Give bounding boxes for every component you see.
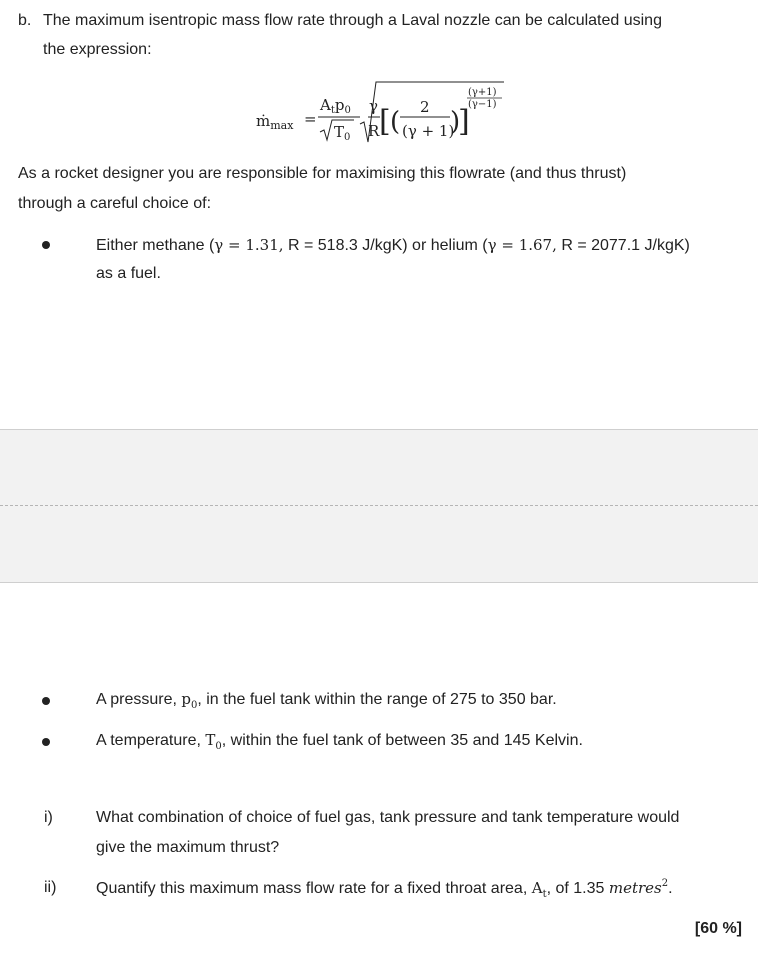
throat-area-symbol: A: [531, 879, 543, 897]
eq-lhs-sub: max: [270, 119, 294, 132]
marks-label: [60 %]: [694, 920, 742, 937]
svg-text:=: =: [304, 110, 317, 128]
temperature-text-part2: , within the fuel tank of between 35 and 145 Kelvin.: [221, 732, 583, 749]
fuel-text-part1: Either methane (: [96, 237, 215, 254]
svg-text:Atp0: [319, 96, 351, 116]
svg-text:]: ]: [458, 104, 470, 139]
eq-R: R: [368, 122, 380, 140]
subquestion-i-line1: What combination of choice of fuel gas, tank pressure and tank temperature would: [96, 809, 680, 826]
throat-area-symbol-sub: t: [542, 889, 547, 900]
pressure-text-part2: , in the fuel tank within the range of 275 to 350 bar.: [197, 691, 557, 708]
eq-denominator-T: T: [334, 123, 345, 141]
fuel-choice-line1: [96, 235, 690, 256]
pressure-text-part1: A pressure,: [96, 691, 182, 708]
area-unit: metres: [608, 879, 662, 897]
helium-gamma: γ = 1.67,: [487, 236, 557, 254]
bullet-fuel: [42, 241, 50, 249]
eq-exp-num: (γ+1): [468, 87, 497, 98]
fuel-choice-line2: as a fuel.: [96, 265, 161, 282]
pressure-choice: [96, 689, 557, 712]
svg-text:T0: [334, 123, 350, 143]
svg-text:ṁmax: [256, 112, 294, 132]
temperature-text-part1: A temperature,: [96, 732, 206, 749]
subquestion-i-line2: give the maximum thrust?: [96, 839, 280, 856]
intro-text-line1: The maximum isentropic mass flow rate through a Laval nozzle can be calculated using: [43, 12, 662, 29]
question-label: b.: [18, 12, 32, 29]
subquestion-i-label: i): [44, 809, 53, 826]
bullet-pressure: [42, 697, 50, 705]
eq-gamma: γ: [369, 97, 378, 115]
temperature-symbol: T: [205, 731, 216, 749]
eq-lhs: ṁ: [256, 112, 271, 130]
eq-gamma-plus-one: (γ + 1): [402, 122, 455, 140]
subquestion-ii-label: ii): [44, 879, 57, 896]
dashed-divider: [0, 505, 758, 506]
designer-text-line1: As a rocket designer you are responsible for maximising this flowrate (and thus thrust): [18, 165, 627, 182]
fuel-text-part3: R = 2077.1 J/kgK): [556, 237, 690, 254]
svg-text:(: (: [390, 107, 401, 137]
equation-svg: [254, 80, 514, 144]
svg-text:[: [: [379, 104, 391, 139]
eq-numerator-A-sub: t: [330, 105, 335, 116]
fuel-text-part2: R = 518.3 J/kgK) or helium (: [283, 237, 488, 254]
eq-two: 2: [420, 98, 430, 116]
svg-text:): ): [450, 107, 461, 137]
subquestion-ii-part2: , of 1.35: [546, 880, 609, 897]
subquestion-ii-text: [96, 878, 673, 901]
designer-text-line2: through a careful choice of:: [18, 195, 212, 212]
temperature-choice: [96, 730, 583, 753]
eq-numerator-A: A: [320, 96, 331, 114]
bullet-temperature: [42, 738, 50, 746]
subquestion-ii-part1: Quantify this maximum mass flow rate for a fixed throat area,: [96, 880, 532, 897]
subquestion-ii-part3: .: [668, 880, 673, 897]
eq-numerator-p-sub: 0: [344, 105, 351, 116]
area-unit-sup: 2: [661, 878, 669, 889]
eq-denominator-T-sub: 0: [344, 132, 351, 143]
eq-exp-den: (γ−1): [468, 99, 497, 110]
pressure-symbol: p: [181, 690, 191, 708]
methane-gamma: γ = 1.31,: [214, 236, 284, 254]
temperature-symbol-sub: 0: [215, 741, 222, 752]
blank-answer-band: [0, 429, 758, 583]
mass-flow-equation: [254, 80, 514, 144]
eq-numerator-p: p: [334, 96, 345, 114]
pressure-symbol-sub: 0: [190, 700, 198, 711]
intro-text-line2: the expression:: [43, 41, 152, 58]
